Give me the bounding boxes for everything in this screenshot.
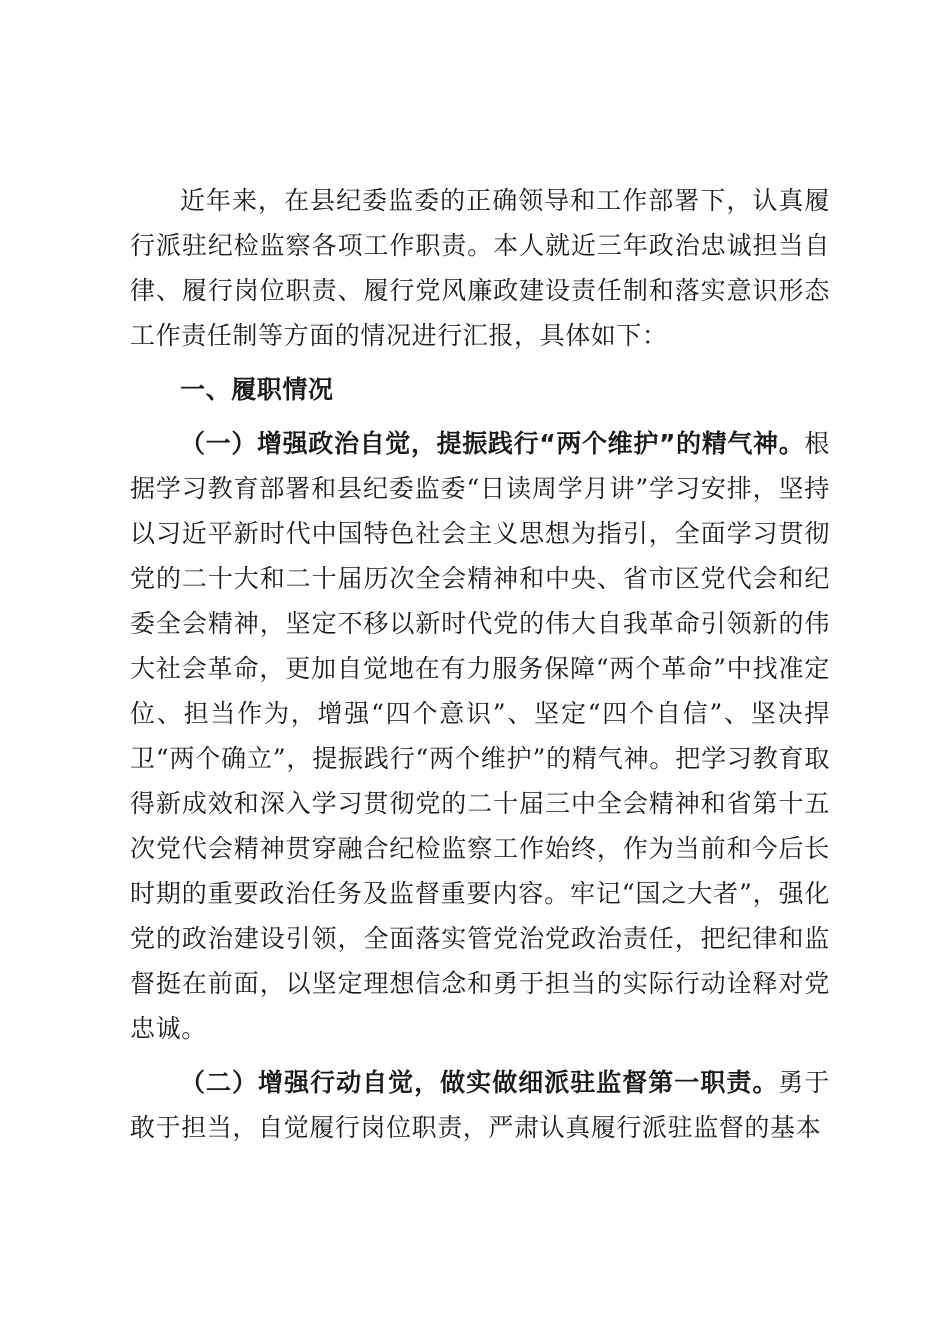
subsection-1-lead: （一）增强政治自觉，提振践行“两个维护”的精气神。	[180, 429, 805, 458]
subsection-2-paragraph	[130, 1060, 830, 1150]
subsection-2-lead: （二）增强行动自觉，做实做细派驻监督第一职责。	[180, 1068, 779, 1097]
subsection-1-body: 根据学习教育部署和县纪委监委“日读周学月讲”学习安排，坚持以习近平新时代中国特色社会主义思想为指引，全面学习贯彻党的二十大和二十届历次全会精神和中央、省市区党代会和纪委全会精神，坚定不移以新时代党的伟大自我革命引领新的伟大社会革命，更加自觉地在有力服务保障“两个革命”中找准定位、担当作为，增强“四个意识”、坚定“四个自信”、坚决捍卫“两个确立”，提振践行“两个维护”的精气神。把学习教育取得新成效和深入学习贯彻党的二十届三中全会精神和省第十五次党代会精神贯穿融合纪检监察工作始终，作为当前和今后长时期的重要政治任务及监督重要内容。牢记“国之大者”，强化党的政治建设引领，全面落实管党治党政治责任，把纪律和监督挺在前面，以坚定理想信念和勇于担当的实际行动诠释对党忠诚。	[130, 429, 830, 1043]
subsection-1-paragraph	[130, 421, 830, 1051]
section-heading: 一、履职情况	[180, 375, 334, 404]
subsection-2-body: 勇于敢于担当，自觉履行岗位职责，严肃认真履行派驻监督的基本	[130, 1068, 830, 1142]
document-body	[130, 178, 830, 1150]
intro-paragraph: 近年来，在县纪委监委的正确领导和工作部署下，认真履行派驻纪检监察各项工作职责。本人就近三年政治忠诚担当自律、履行岗位职责、履行党风廉政建设责任制和落实意识形态工作责任制等方面的情况进行汇报，具体如下：	[130, 186, 830, 350]
